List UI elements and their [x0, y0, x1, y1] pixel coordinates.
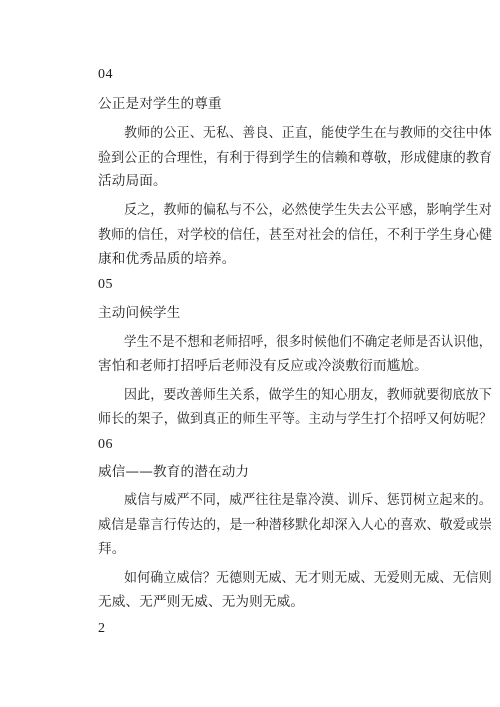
- paragraph-line: 无威、无严则无威、无为则无威。: [98, 594, 305, 610]
- paragraph-line: 教师的公正、无私、善良、正直，能使学生在与教师的交往中体: [124, 125, 492, 141]
- paragraph-line: 师长的架子，做到真正的师生平等。主动与学生打个招呼又何妨呢？: [98, 411, 493, 427]
- paragraph-line: 因此，要改善师生关系，做学生的知心朋友，教师就要彻底放下: [124, 387, 492, 403]
- paragraph-line: 教师的信任，对学校的信任，甚至对社会的信任，不利于学生身心健: [98, 227, 493, 243]
- paragraph-line: 如何确立威信？无德则无威、无才则无威、无爱则无威、无信则: [124, 570, 492, 586]
- section-title: 主动问候学生: [98, 305, 181, 321]
- paragraph-line: 威信与威严不同，威严往往是靠冷漠、训斥、惩罚树立起来的。: [124, 492, 492, 508]
- paragraph-line: 害怕和老师打招呼后老师没有反应或冷淡敷衍而尴尬。: [98, 358, 428, 374]
- paragraph-line: 学生不是不想和老师招呼，很多时候他们不确定老师是否认识他，: [124, 334, 492, 350]
- page-number: 2: [98, 621, 106, 636]
- paragraph-line: 康和优秀品质的培养。: [98, 251, 236, 267]
- paragraph-line: 反之，教师的偏私与不公，必然使学生失去公平感，影响学生对: [124, 202, 492, 218]
- paragraph-line: 拜。: [98, 541, 126, 557]
- section-number: 04: [98, 67, 113, 82]
- section-title: 威信——教育的潜在动力: [98, 464, 250, 480]
- paragraph-line: 活动局面。: [98, 173, 167, 189]
- paragraph-line: 威信是靠言行传达的，是一种潜移默化却深入人心的喜欢、敬爱或崇: [98, 517, 493, 533]
- paragraph-line: 验到公正的合理性，有利于得到学生的信赖和尊敬，形成健康的教育: [98, 150, 493, 166]
- section-title: 公正是对学生的尊重: [98, 96, 222, 112]
- section-number: 06: [98, 437, 113, 452]
- section-number: 05: [98, 277, 113, 292]
